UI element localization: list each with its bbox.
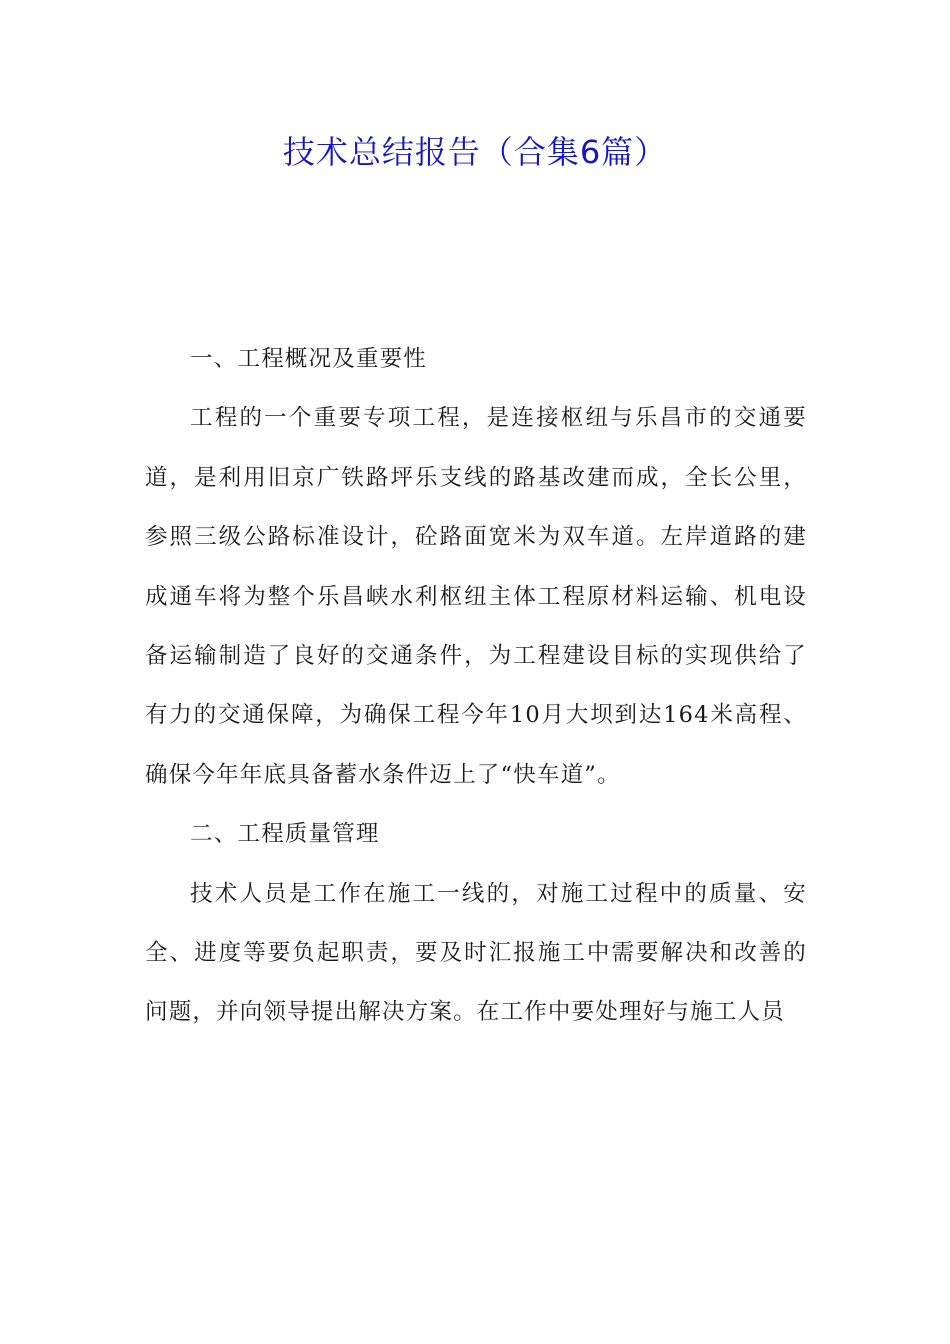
section-heading-quality: 二、工程质量管理 <box>190 821 380 848</box>
paragraph-overview: 工程的一个重要专项工程，是连接枢纽与乐昌市的交通要道，是利用旧京广铁路坪乐支线的路基改建而成，全长公里，参照三级公路标准设计，砼路面宽米为双车道。左岸道路的建成通车将为整个乐昌峡水利枢纽主体工程原材料运输、机电设备运输制造了良好的交通条件，为工程建设目标的实现供给了有力的交通保障，为确保工程今年10月大坝到达164米高程、确保今年年底具备蓄水条件迈上了“快车道”。 <box>145 405 807 788</box>
section-heading-overview: 一、工程概况及重要性 <box>190 346 428 372</box>
paragraph-quality: 技术人员是工作在施工一线的，对施工过程中的质量、安全、进度等要负起职责，要及时汇报施工中需要解决和改善的问题，并向领导提出解决方案。在工作中要处理好与施工人员 <box>145 880 807 1026</box>
document-body <box>145 330 807 1043</box>
document-title: 技术总结报告（合集6篇） <box>282 133 668 171</box>
